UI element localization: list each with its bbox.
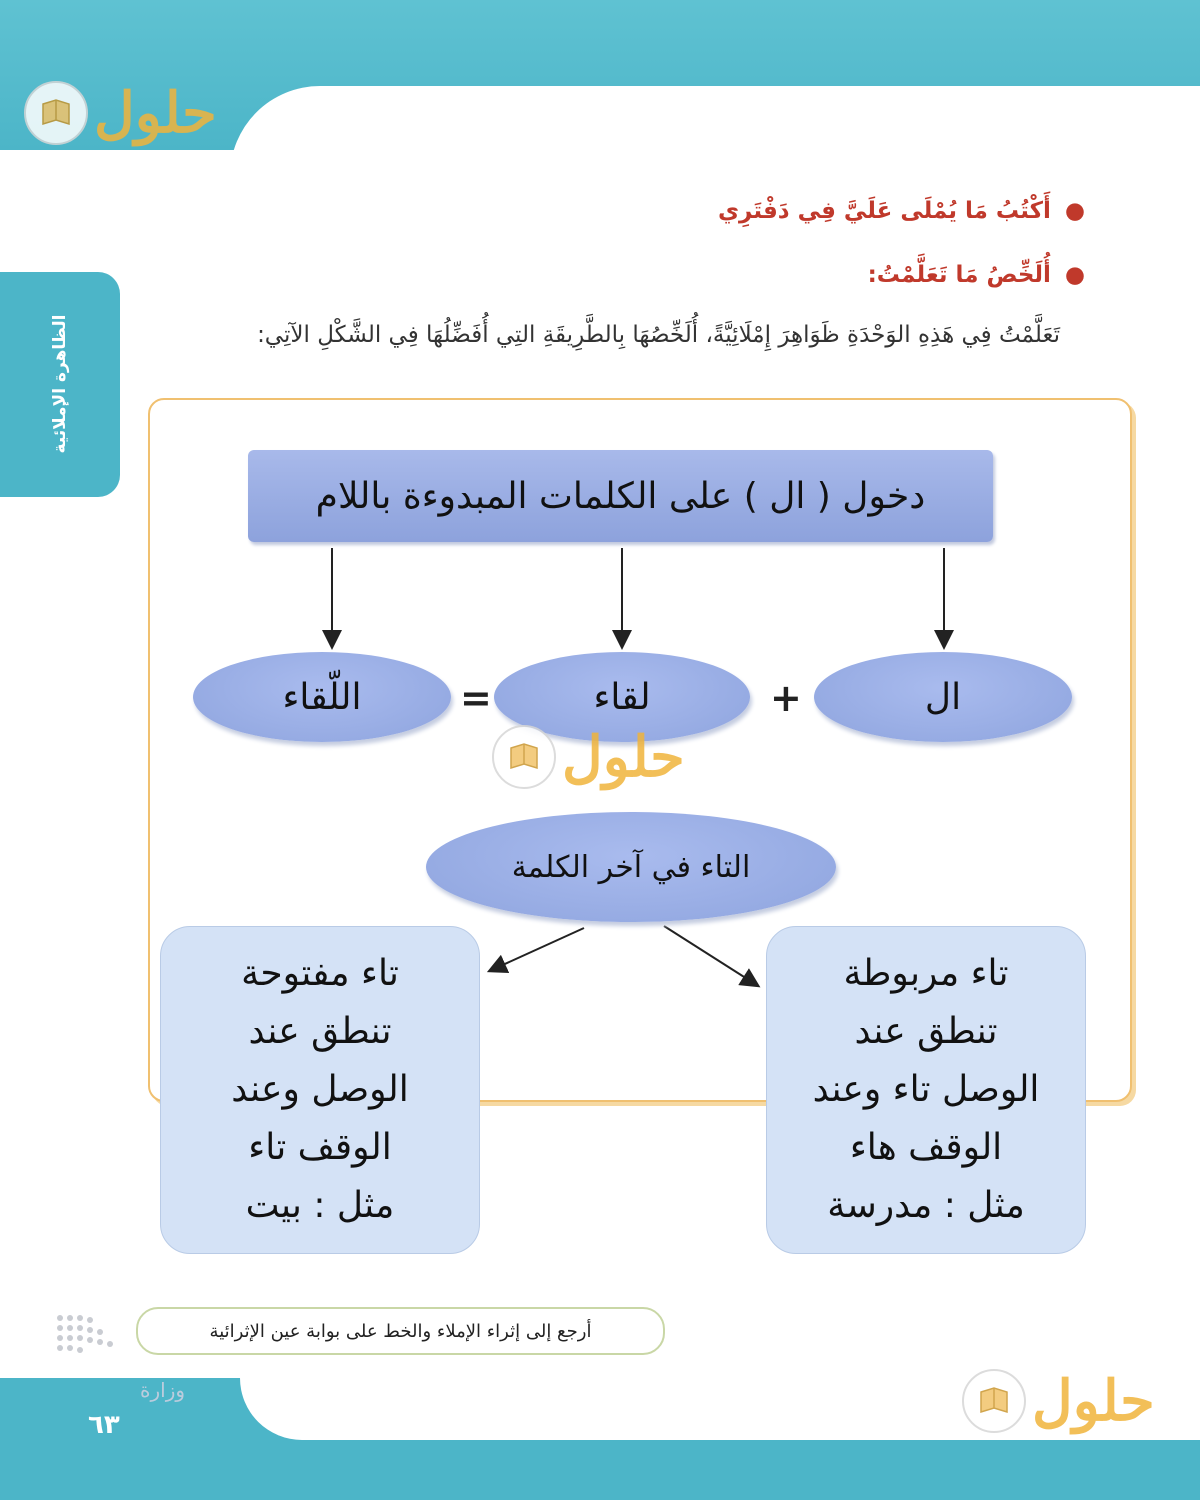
book-icon bbox=[962, 1369, 1026, 1433]
maftuha-line: تاء مفتوحة bbox=[241, 953, 399, 994]
maftuha-line: الوقف تاء bbox=[248, 1127, 392, 1168]
bullet-icon: ● bbox=[1064, 262, 1085, 288]
diagram-header: دخول ( ال ) على الكلمات المبدوءة باللام bbox=[248, 450, 993, 542]
enrichment-link[interactable]: أرجع إلى إثراء الإملاء والخط على بوابة عين الإثرائية bbox=[136, 1307, 665, 1355]
marbuta-line: مثل : مدرسة bbox=[827, 1185, 1025, 1226]
marbuta-line: الوصل تاء وعند bbox=[812, 1069, 1040, 1110]
marbuta-line: تاء مربوطة bbox=[843, 953, 1009, 994]
page-number: ٦٣ bbox=[88, 1410, 120, 1440]
intro-text: تَعَلَّمْتُ فِي هَذِهِ الوَحْدَةِ ظَوَاهِرَ إِمْلَائِيَّةً، أُلَخِّصُهَا بِالطَّرِيقَةِ التِي أُفَضِّلُهَا فِي الشَّكْلِ الآتِي: bbox=[257, 322, 1060, 348]
bullet-icon: ● bbox=[1064, 198, 1085, 224]
watermark-logo bbox=[492, 724, 685, 790]
oval-word: لقاء bbox=[494, 652, 750, 742]
maftuha-line: مثل : بيت bbox=[245, 1185, 395, 1226]
watermark-text: حلول bbox=[562, 724, 685, 790]
plus-sign: + bbox=[770, 676, 802, 720]
ministry-label: وزارة bbox=[140, 1378, 186, 1402]
box-taa-marbuta bbox=[766, 926, 1086, 1254]
book-icon bbox=[492, 725, 556, 789]
chapter-tab-label: الظاهرة الإملائية bbox=[50, 314, 70, 454]
logo-text: حلول bbox=[94, 80, 217, 146]
maftuha-line: تنطق عند bbox=[248, 1011, 392, 1052]
footer-logo bbox=[962, 1368, 1155, 1434]
oval-al: ال bbox=[814, 652, 1072, 742]
box-taa-maftuha bbox=[160, 926, 480, 1254]
marbuta-line: تنطق عند bbox=[854, 1011, 998, 1052]
oval-result: اللّقاء bbox=[193, 652, 451, 742]
maftuha-line: الوصل وعند bbox=[231, 1069, 409, 1110]
equals-sign: = bbox=[460, 676, 492, 720]
oval-taa-title: التاء في آخر الكلمة bbox=[426, 812, 836, 922]
ministry-dots-icon bbox=[54, 1312, 134, 1362]
instruction-2: ●أُلَخِّصُ مَا تَعَلَّمْتُ: bbox=[867, 262, 1085, 288]
marbuta-line: الوقف هاء bbox=[849, 1127, 1003, 1168]
footer-logo-text: حلول bbox=[1032, 1368, 1155, 1434]
instruction-1: ●أَكْتُبُ مَا يُمْلَى عَلَيَّ فِي دَفْتَرِي bbox=[717, 198, 1085, 224]
